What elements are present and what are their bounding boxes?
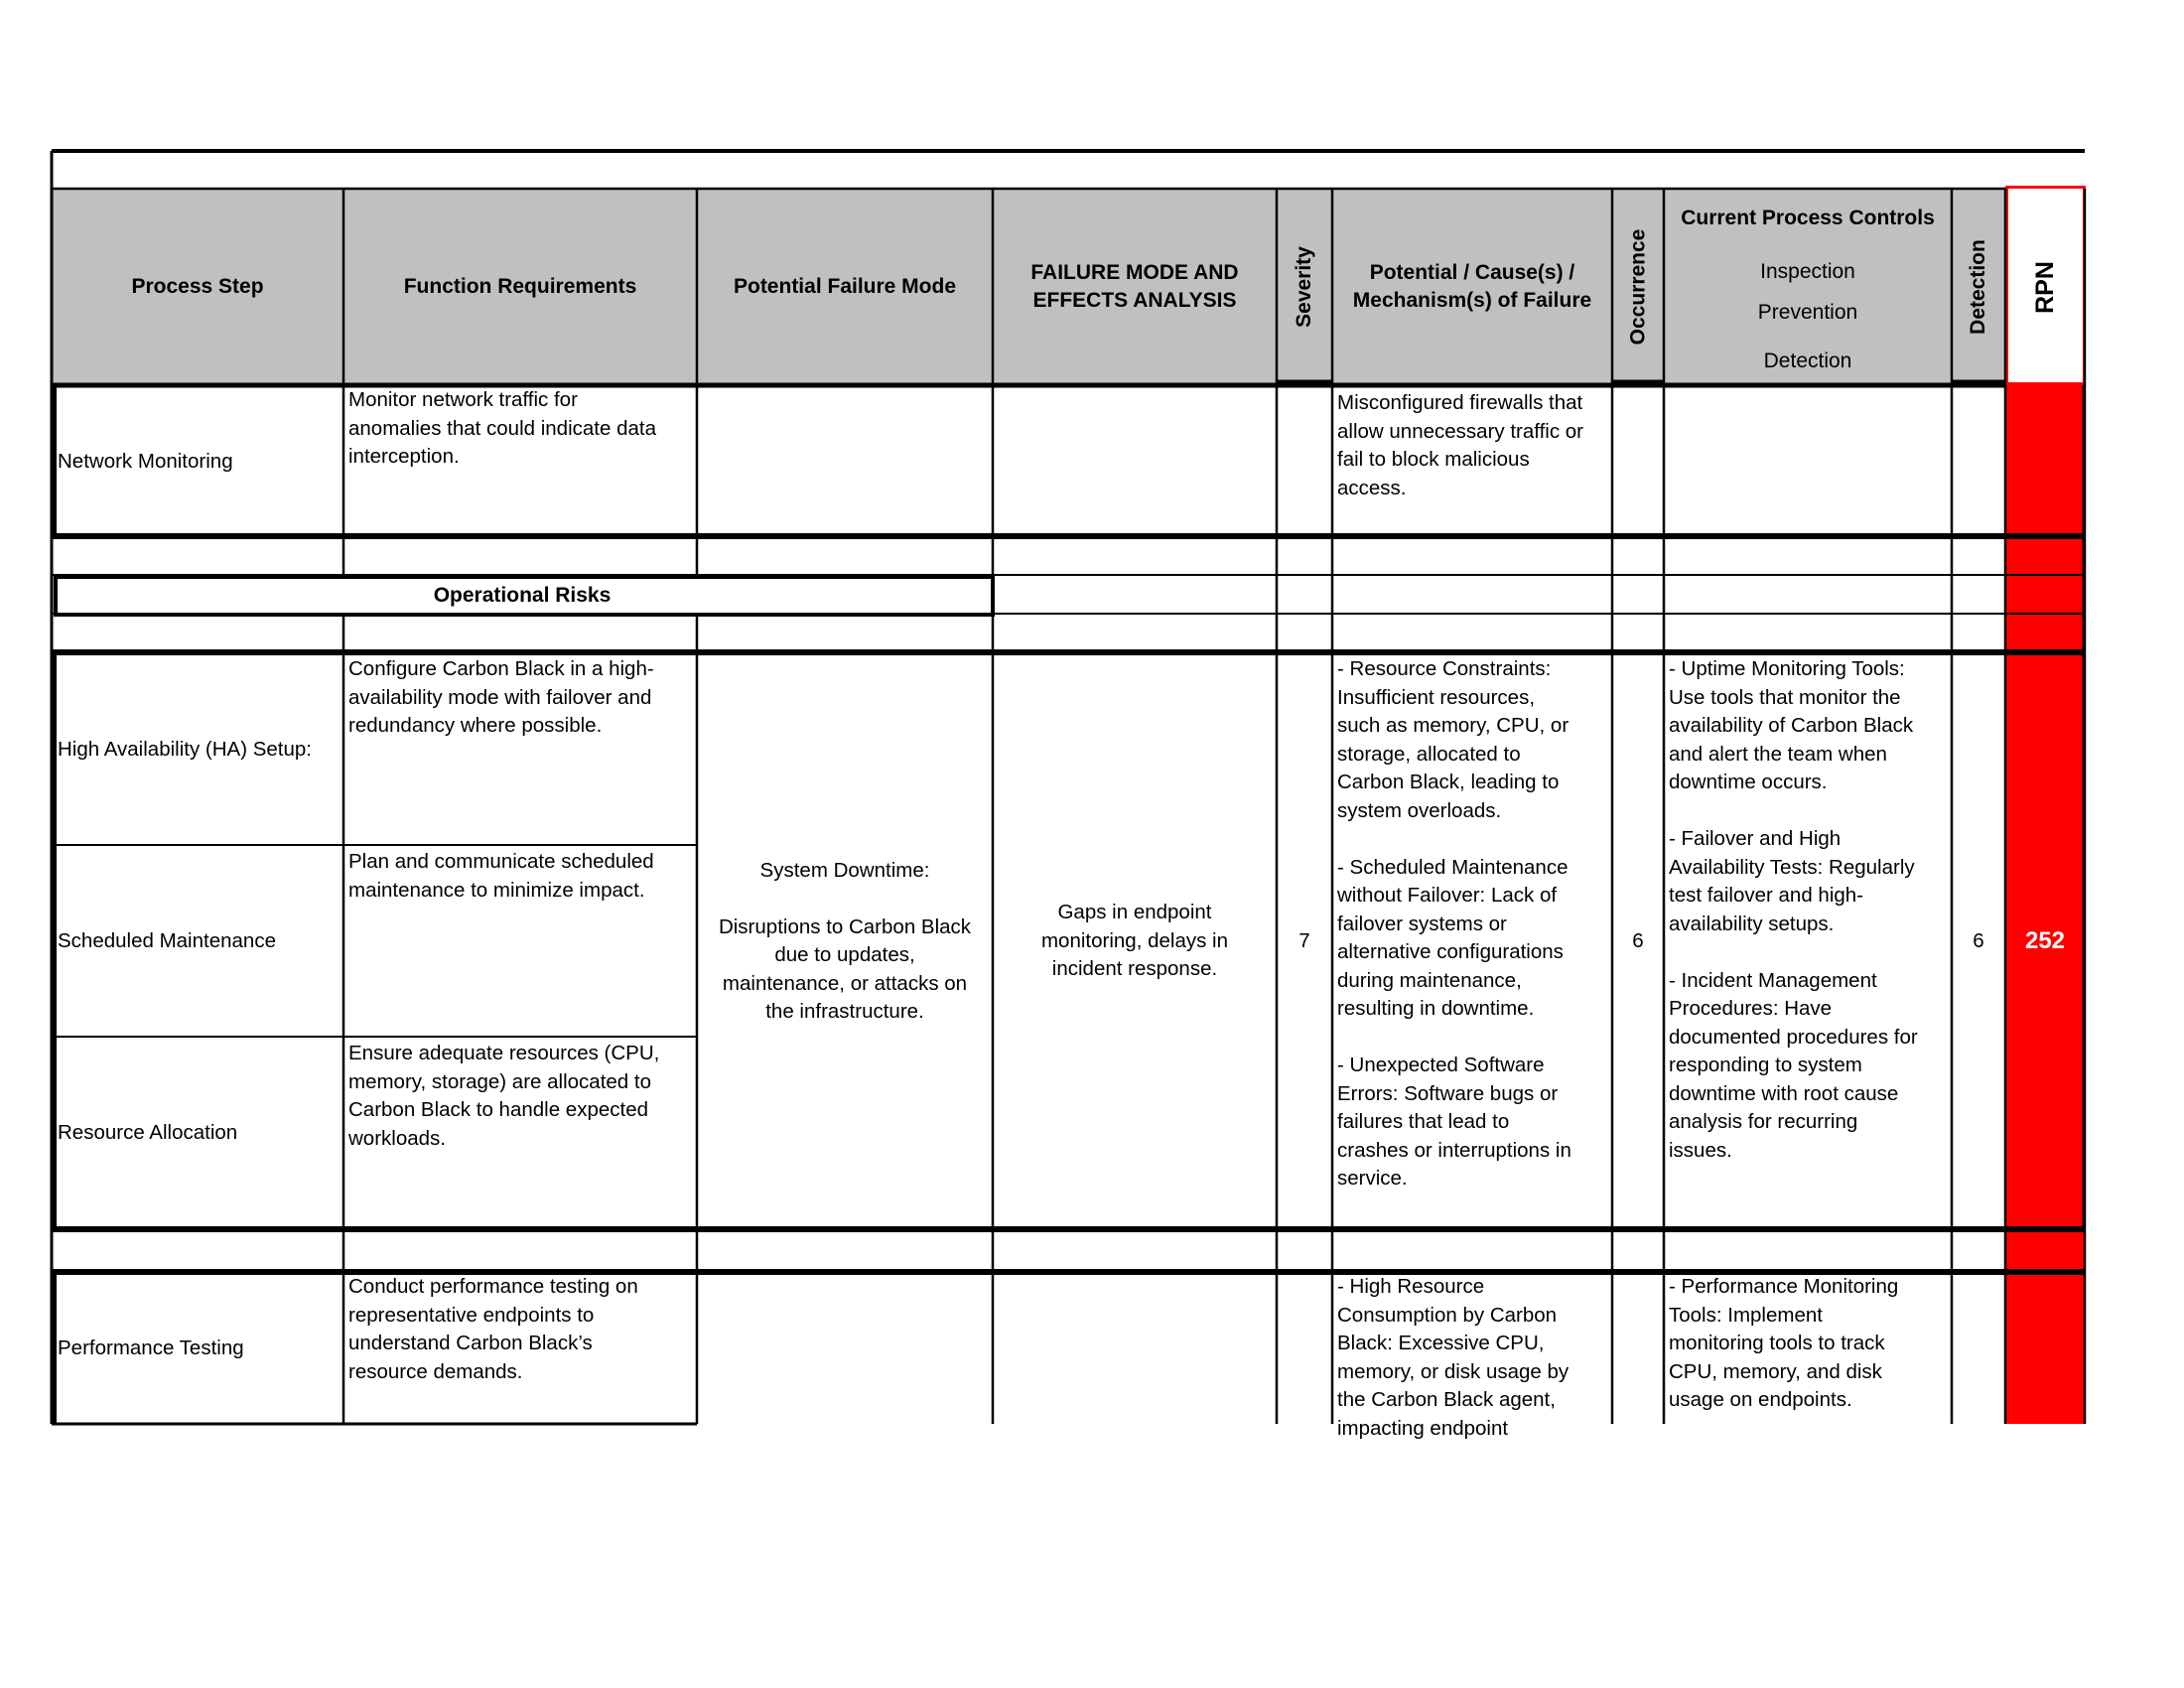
- downtime-rpn: 252: [2024, 926, 2066, 954]
- header-fmea: FAILURE MODE AND EFFECTS ANALYSIS: [1030, 260, 1239, 312]
- header-occurrence: Occurrence: [1626, 228, 1650, 346]
- network-monitoring-step: Network Monitoring: [58, 449, 233, 473]
- downtime-effect: Gaps in endpoint monitoring, delays in incident response.: [1040, 901, 1228, 981]
- performance-testing-cause: - High Resource Consumption by Carbon Black: Excessive CPU, memory, or disk usage by the Carbon Black agent, impacting endpoint: [1337, 1275, 1570, 1440]
- header-process-step: Process Step: [131, 274, 264, 298]
- performance-testing-controls: - Performance Monitoring Tools: Implement monitoring tools to track CPU, memory, and disk usage on endpoints.: [1669, 1275, 1899, 1411]
- header-severity: Severity: [1293, 246, 1316, 328]
- section-banner-operational-risks: [54, 575, 995, 617]
- header-causes: Potential / Cause(s) / Mechanism(s) of Failure: [1352, 260, 1592, 312]
- downtime-causes: - Resource Constraints: Insufficient resources, such as memory, CPU, or storage, allocated to Carbon Black, leading to system overloads. - Scheduled Maintenance without Failover: Lack of failover systems or alternative configurations during maintenance, resulting in downtime. - Unexpected Software Errors: Software bugs or failures that lead to crashes or interruptions in service.: [1337, 657, 1571, 1190]
- scheduled-maintenance-requirement: Plan and communicate scheduled maintenance to minimize impact.: [348, 850, 654, 902]
- downtime-controls: - Uptime Monitoring Tools: Use tools that monitor the availability of Carbon Black and alert the team when downtime occurs. - Failover and High Availability Tests: Regularly test failover and high- availability setups. - Incident Management Procedures: Have documented procedures for responding to system downtime with root cause analysis for recurring issues.: [1669, 657, 1918, 1162]
- scheduled-maintenance-step: Scheduled Maintenance: [58, 928, 276, 952]
- downtime-detection: 6: [1973, 928, 1984, 952]
- downtime-failure-mode: System Downtime: Disruptions to Carbon Black due to updates, maintenance, or attacks on the infrastructure.: [718, 858, 972, 1023]
- header-function-requirements: Function Requirements: [403, 274, 637, 298]
- ha-setup-requirement: Configure Carbon Black in a high- availability mode with failover and redundancy where possible.: [348, 657, 654, 737]
- ha-setup-step: High Availability (HA) Setup:: [58, 737, 312, 761]
- header-rpn: RPN: [2030, 260, 2059, 314]
- network-monitoring-requirement: Monitor network traffic for anomalies that could indicate data interception.: [348, 388, 656, 468]
- downtime-occurrence: 6: [1632, 928, 1644, 952]
- network-monitoring-cause: Misconfigured firewalls that allow unnecessary traffic or fail to block malicious access.: [1337, 391, 1584, 499]
- downtime-severity: 7: [1298, 928, 1310, 952]
- header-detection: Detection: [1967, 239, 1989, 335]
- resource-allocation-requirement: Ensure adequate resources (CPU, memory, storage) are allocated to Carbon Black to handle expected workloads.: [348, 1042, 660, 1150]
- header-potential-failure-mode: Potential Failure Mode: [733, 274, 957, 298]
- resource-allocation-step: Resource Allocation: [58, 1120, 238, 1144]
- performance-testing-requirement: Conduct performance testing on representative endpoints to understand Carbon Black’s resource demands.: [348, 1275, 638, 1383]
- section-title: Operational Risks: [433, 584, 612, 607]
- performance-testing-step: Performance Testing: [58, 1336, 244, 1359]
- header-current-process-controls: Current Process Controls Inspection Prevention Detection: [1681, 207, 1935, 372]
